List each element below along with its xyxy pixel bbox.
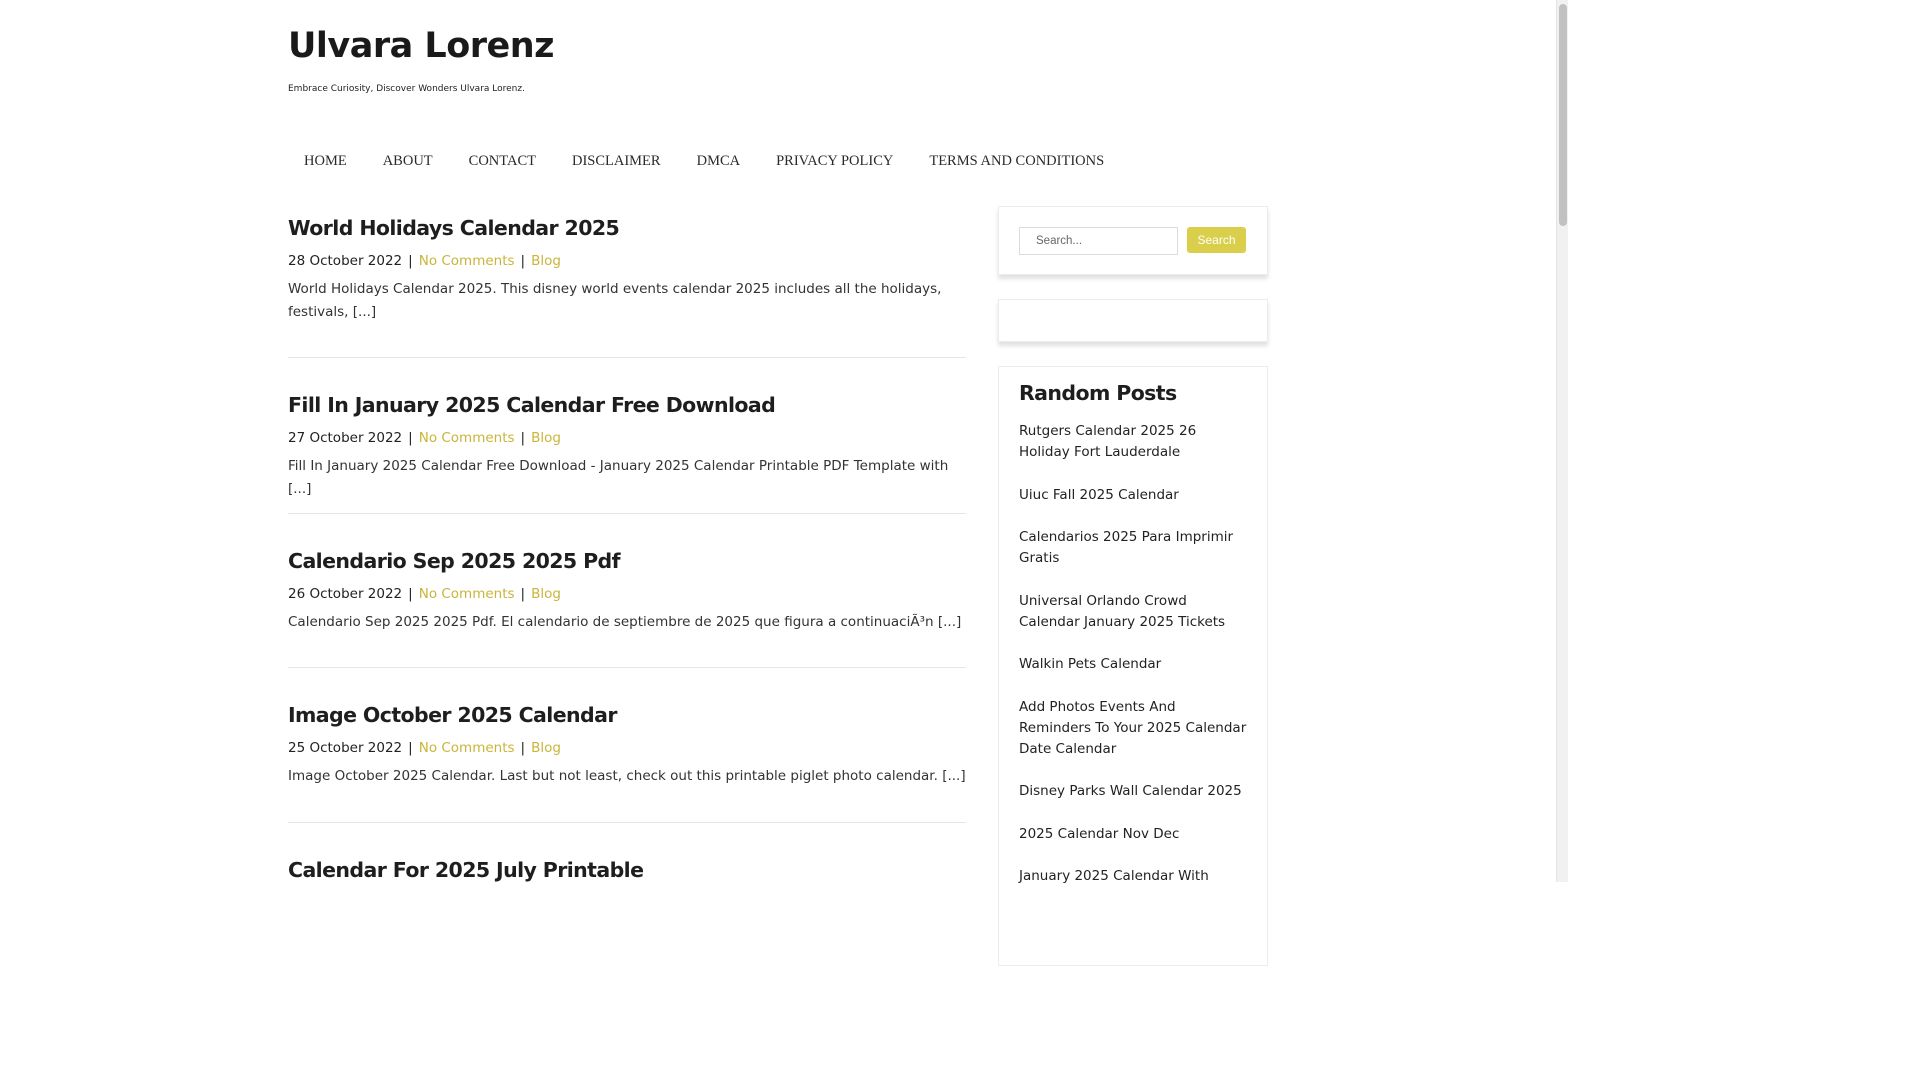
meta-separator: | — [408, 253, 413, 269]
post-excerpt: Fill In January 2025 Calendar Free Download - January 2025 Calendar Printable PDF Template with [...] — [288, 458, 949, 497]
nav-privacy-policy[interactable]: PRIVACY POLICY — [776, 153, 894, 169]
post-date: 27 October 2022 — [288, 430, 403, 446]
post-meta — [288, 582, 966, 606]
post-item — [288, 823, 966, 890]
meta-separator: | — [520, 430, 526, 446]
search-widget — [998, 206, 1268, 275]
search-button[interactable]: Search — [1187, 227, 1246, 253]
random-post-link[interactable]: Calendarios 2025 Para Imprimir Gratis — [1019, 529, 1234, 566]
meta-separator: | — [408, 586, 413, 602]
main-nav — [288, 150, 1122, 172]
nav-contact[interactable]: CONTACT — [468, 153, 536, 169]
random-post-link[interactable]: Uiuc Fall 2025 Calendar — [1019, 486, 1179, 503]
site-title[interactable]: Ulvara Lorenz — [288, 26, 555, 66]
page-scrollbar[interactable] — [1556, 0, 1568, 882]
post-item — [288, 514, 966, 668]
post-category-link[interactable]: Blog — [531, 430, 561, 446]
sidebar — [998, 206, 1268, 990]
random-post-link[interactable]: 2025 Calendar Nov Dec — [1019, 825, 1180, 842]
post-date: 28 October 2022 — [288, 253, 403, 269]
random-post-link[interactable]: Add Photos Events And Reminders To Your 2025 Calendar Date Calendar — [1019, 698, 1247, 757]
search-input[interactable] — [1019, 227, 1178, 255]
post-date: 26 October 2022 — [288, 586, 403, 602]
meta-separator: | — [520, 253, 526, 269]
nav-dmca[interactable]: DMCA — [696, 153, 741, 169]
post-comments-link[interactable]: No Comments — [418, 430, 515, 446]
post-title[interactable]: Image October 2025 Calendar — [288, 703, 617, 727]
post-category-link[interactable]: Blog — [531, 586, 561, 602]
random-posts-widget — [998, 366, 1268, 966]
random-posts-heading: Random Posts — [1019, 381, 1177, 405]
post-comments-link[interactable]: No Comments — [418, 740, 515, 756]
random-post-link[interactable]: Disney Parks Wall Calendar 2025 — [1019, 783, 1242, 799]
random-post-link[interactable]: January 2025 Calendar With — [1019, 868, 1209, 884]
post-title[interactable]: Fill In January 2025 Calendar Free Download — [288, 393, 776, 417]
post-date: 25 October 2022 — [288, 740, 403, 756]
meta-separator: | — [408, 430, 413, 446]
post-title[interactable]: Calendar For 2025 July Printable — [288, 858, 644, 882]
random-post-link[interactable]: Universal Orlando Crowd Calendar January 2025 Tickets — [1019, 592, 1226, 630]
nav-terms-and-conditions[interactable]: TERMS AND CONDITIONS — [929, 153, 1105, 169]
meta-separator: | — [408, 740, 413, 756]
nav-about[interactable]: ABOUT — [382, 153, 433, 169]
post-category-link[interactable]: Blog — [531, 740, 561, 756]
empty-widget — [998, 299, 1268, 342]
post-excerpt: Image October 2025 Calendar. Last but not least, check out this printable piglet photo calendar. [...] — [288, 768, 966, 784]
post-category-link[interactable]: Blog — [531, 253, 561, 269]
post-item — [288, 208, 966, 358]
post-list — [288, 208, 966, 890]
post-excerpt: World Holidays Calendar 2025. This disney world events calendar 2025 includes all the holidays, festivals, [...] — [288, 281, 942, 320]
scrollbar-thumb[interactable] — [1559, 4, 1567, 226]
post-item — [288, 668, 966, 823]
post-title[interactable]: Calendario Sep 2025 2025 Pdf — [288, 549, 620, 573]
post-meta — [288, 736, 966, 760]
meta-separator: | — [520, 740, 526, 756]
site-tagline: Embrace Curiosity, Discover Wonders Ulvara Lorenz. — [288, 84, 525, 94]
nav-home[interactable]: HOME — [304, 153, 347, 169]
post-meta — [288, 426, 966, 450]
meta-separator: | — [520, 586, 526, 602]
post-excerpt: Calendario Sep 2025 2025 Pdf. El calendario de septiembre de 2025 que figura a continuaciÃ³n [...] — [288, 614, 962, 630]
post-comments-link[interactable]: No Comments — [418, 586, 515, 602]
nav-disclaimer[interactable]: DISCLAIMER — [571, 153, 661, 169]
random-post-link[interactable]: Walkin Pets Calendar — [1019, 656, 1162, 672]
post-comments-link[interactable]: No Comments — [418, 253, 515, 269]
random-post-link[interactable]: Rutgers Calendar 2025 26 Holiday Fort Lauderdale — [1019, 423, 1197, 460]
post-title[interactable]: World Holidays Calendar 2025 — [288, 216, 620, 240]
post-item — [288, 358, 966, 514]
post-meta — [288, 249, 966, 273]
